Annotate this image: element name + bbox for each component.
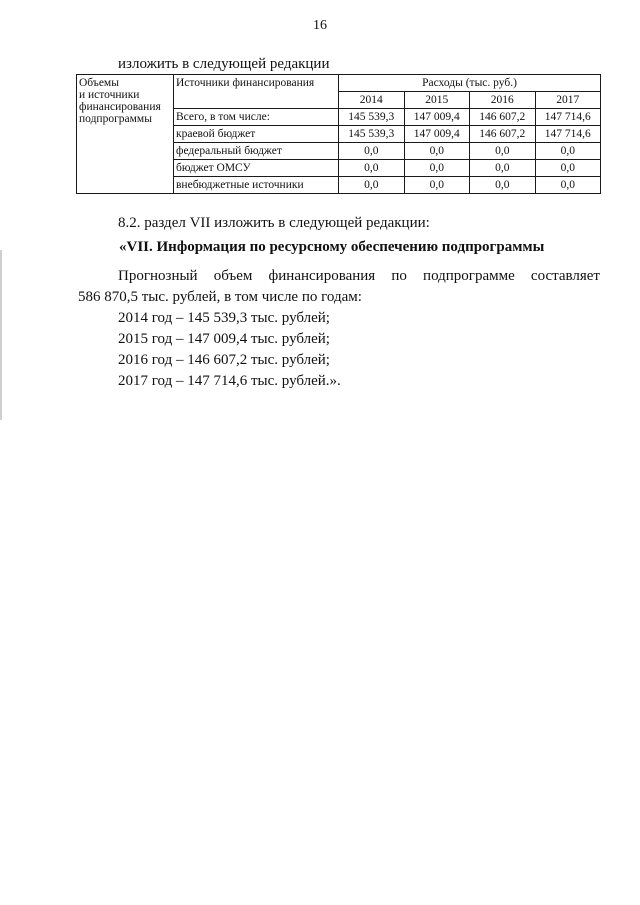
table-header-row [77, 75, 601, 92]
year-header: 2016 [470, 92, 536, 109]
body-line: 586 870,5 тыс. рублей, в том числе по годам: [78, 289, 362, 305]
value-cell: 147 009,4 [404, 109, 470, 126]
body-line: Прогнозный объем финансирования по подпрограмме составляет [118, 268, 600, 284]
value-cell: 0,0 [470, 177, 536, 194]
year-header: 2014 [339, 92, 405, 109]
value-cell: 147 714,6 [535, 109, 601, 126]
source-label: внебюджетные источники [174, 177, 339, 194]
value-cell: 145 539,3 [339, 109, 405, 126]
year-line: 2014 год – 145 539,3 тыс. рублей; [118, 310, 330, 326]
value-cell: 0,0 [404, 177, 470, 194]
sources-header: Источники финансирования [174, 75, 339, 109]
financing-table [76, 74, 601, 194]
value-cell: 146 607,2 [470, 109, 536, 126]
intro-text: изложить в следующей редакции [118, 56, 330, 72]
expenses-header: Расходы (тыс. руб.) [339, 75, 601, 92]
year-header: 2015 [404, 92, 470, 109]
paragraph-8-2: 8.2. раздел VII изложить в следующей редакции: [118, 215, 430, 231]
binding-edge-mark [0, 250, 2, 420]
source-label: краевой бюджет [174, 126, 339, 143]
value-cell: 147 714,6 [535, 126, 601, 143]
value-cell: 0,0 [535, 143, 601, 160]
year-header: 2017 [535, 92, 601, 109]
volumes-sources-cell: Объемы и источники финансирования подпрограммы [77, 75, 174, 194]
year-line: 2015 год – 147 009,4 тыс. рублей; [118, 331, 330, 347]
value-cell: 0,0 [404, 143, 470, 160]
source-label: Всего, в том числе: [174, 109, 339, 126]
value-cell: 0,0 [535, 177, 601, 194]
page-number: 16 [313, 18, 327, 33]
value-cell: 0,0 [470, 160, 536, 177]
value-cell: 145 539,3 [339, 126, 405, 143]
value-cell: 0,0 [404, 160, 470, 177]
value-cell: 0,0 [339, 143, 405, 160]
value-cell: 147 009,4 [404, 126, 470, 143]
value-cell: 0,0 [339, 160, 405, 177]
source-label: федеральный бюджет [174, 143, 339, 160]
year-line: 2017 год – 147 714,6 тыс. рублей.». [118, 373, 341, 389]
section-title: «VII. Информация по ресурсному обеспечению подпрограммы [119, 239, 545, 255]
year-line: 2016 год – 146 607,2 тыс. рублей; [118, 352, 330, 368]
source-label: бюджет ОМСУ [174, 160, 339, 177]
value-cell: 0,0 [339, 177, 405, 194]
body-text [78, 266, 600, 392]
value-cell: 0,0 [470, 143, 536, 160]
value-cell: 146 607,2 [470, 126, 536, 143]
value-cell: 0,0 [535, 160, 601, 177]
